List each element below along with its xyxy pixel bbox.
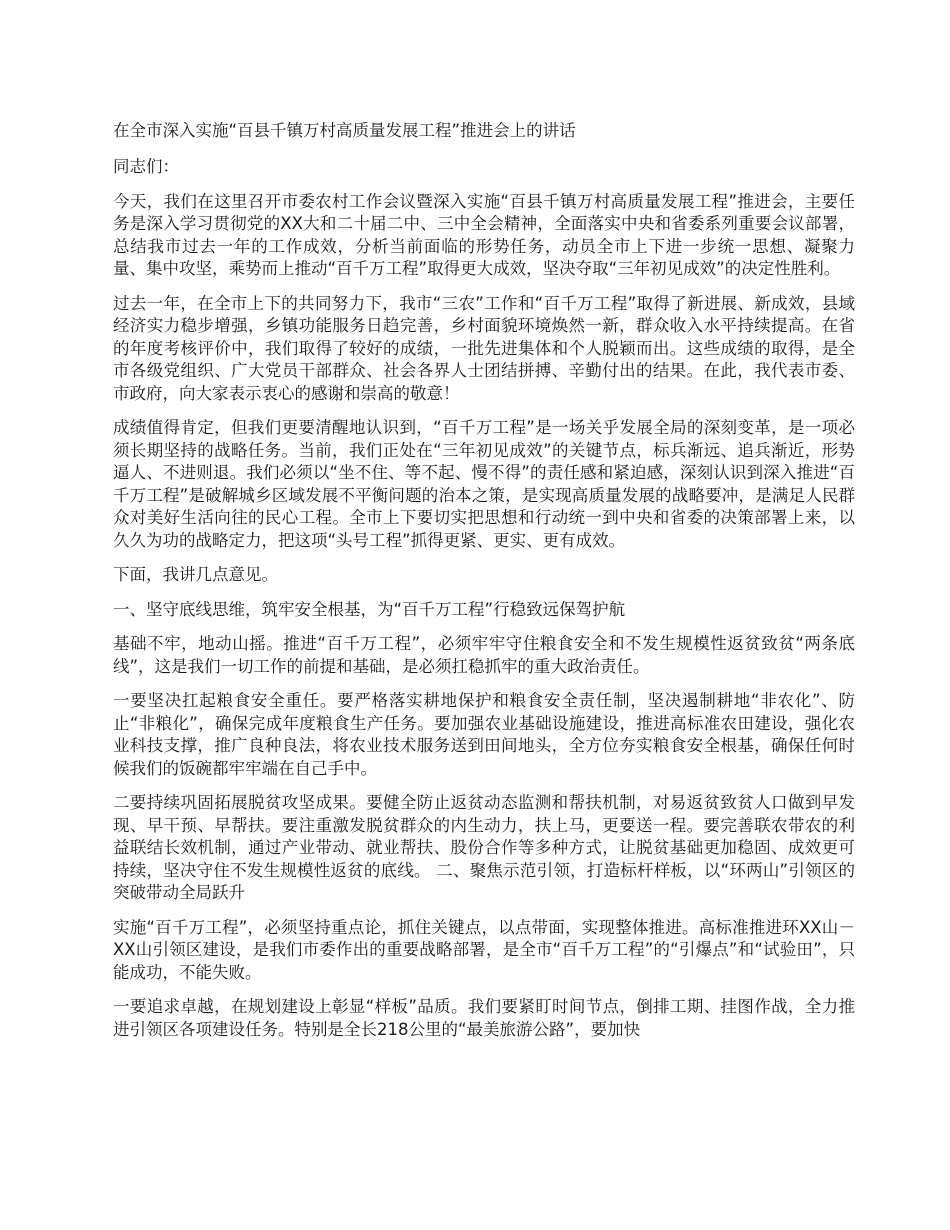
paragraph-transition: 下面，我讲几点意见。 [113,565,278,584]
paragraph-opening: 今天，我们在这里召开市委农村工作会议暨深入实施“百县千镇万村高质量发展工程”推进会，主要任务是深入学习贯彻党的XX大和二十届二中、三中全会精神，全面落实中央和省委系列重要会议部署，总结我市过去一年的工作成效，分析当前面临的形势任务，动员全市上下进一步统一思想、凝聚力量、集中攻坚，乘势而上推动“百千万工程”取得更大成效，坚决夺取“三年初见成效”的决定性胜利。 [113,191,855,278]
document-title: 在全市深入实施“百县千镇万村高质量发展工程”推进会上的讲话 [113,121,576,140]
paragraph-planning-quality: 一要追求卓越，在规划建设上彰显“样板”品质。我们要紧盯时间节点，倒排工期、挂图作战，全力推进引领区各项建设任务。特别是全长218公里的“最美旅游公路”，要加快 [113,997,855,1039]
document-page [113,118,855,1053]
paragraph-achievements: 过去一年，在全市上下的共同努力下，我市“三农”工作和“百千万工程”取得了新进展、新成效，县域经济实力稳步增强，乡镇功能服务日趋完善，乡村面貌环境焕然一新，群众收入水平持续提高。在省的年度考核评价中，我们取得了较好的成绩，一批先进集体和个人脱颖而出。这些成绩的取得，是全市各级党组织、广大党员干部群众、社会各界人士团结拼搏、辛勤付出的结果。在此，我代表市委、市政府，向大家表示衷心的感谢和崇高的敬意！ [113,293,855,403]
paragraph-poverty-consolidation: 二要持续巩固拓展脱贫攻坚成果。要健全防止返贫动态监测和帮扶机制，对易返贫致贫人口做到早发现、早干预、早帮扶。要注重激发脱贫群众的内生动力，扶上马，更要送一程。要完善联农带农的利益联结长效机制，通过产业带动、就业帮扶、股份合作等多种方式，让脱贫基础更加稳固、成效更可持续，坚决守住不发生规模性返贫的底线。 二、聚焦示范引领，打造标杆样板，以“环两山”引领区的突破带动全局跃升 [113,793,855,902]
section-heading-one: 一、坚守底线思维，筑牢安全根基，为“百千万工程”行稳致远保驾护航 [113,599,626,619]
paragraph-demonstration-zone: 实施“百千万工程”，必须坚持重点论，抓住关键点，以点带面，实现整体推进。高标准推进环XX山－XX山引领区建设，是我们市委作出的重要战略部署，是全市“百千万工程”的“引爆点”和“试验田”，只能成功，不能失败。 [113,917,855,982]
paragraph-foundation: 基础不牢，地动山摇。推进“百千万工程”，必须牢牢守住粮食安全和不发生规模性返贫致贫“两条底线”，这是我们一切工作的前提和基础，是必须扛稳抓牢的重大政治责任。 [113,634,855,676]
salutation: 同志们： [113,157,179,176]
paragraph-awareness: 成绩值得肯定，但我们更要清醒地认识到，“百千万工程”是一场关乎发展全局的深刻变革，是一项必须长期坚持的战略任务。当前，我们正处在“三年初见成效”的关键节点，标兵渐远、追兵渐近，形势逼人、不进则退。我们必须以“坐不住、等不起、慢不得”的责任感和紧迫感，深刻认识到深入推进“百千万工程”是破解城乡区域发展不平衡问题的治本之策，是实现高质量发展的战略要冲，是满足人民群众对美好生活向往的民心工程。全市上下要切实把思想和行动统一到中央和省委的决策部署上来，以久久为功的战略定力，把这项“头号工程”抓得更紧、更实、更有成效。 [113,418,855,550]
paragraph-food-security: 一要坚决扛起粮食安全重任。要严格落实耕地保护和粮食安全责任制，坚决遏制耕地“非农化”、防止“非粮化”，确保完成年度粮食生产任务。要加强农业基础设施建设，推进高标准农田建设，强化农业科技支撑，推广良种良法，将农业技术服务送到田间地头，全方位夯实粮食安全根基，确保任何时候我们的饭碗都牢牢端在自己手中。 [113,691,855,778]
